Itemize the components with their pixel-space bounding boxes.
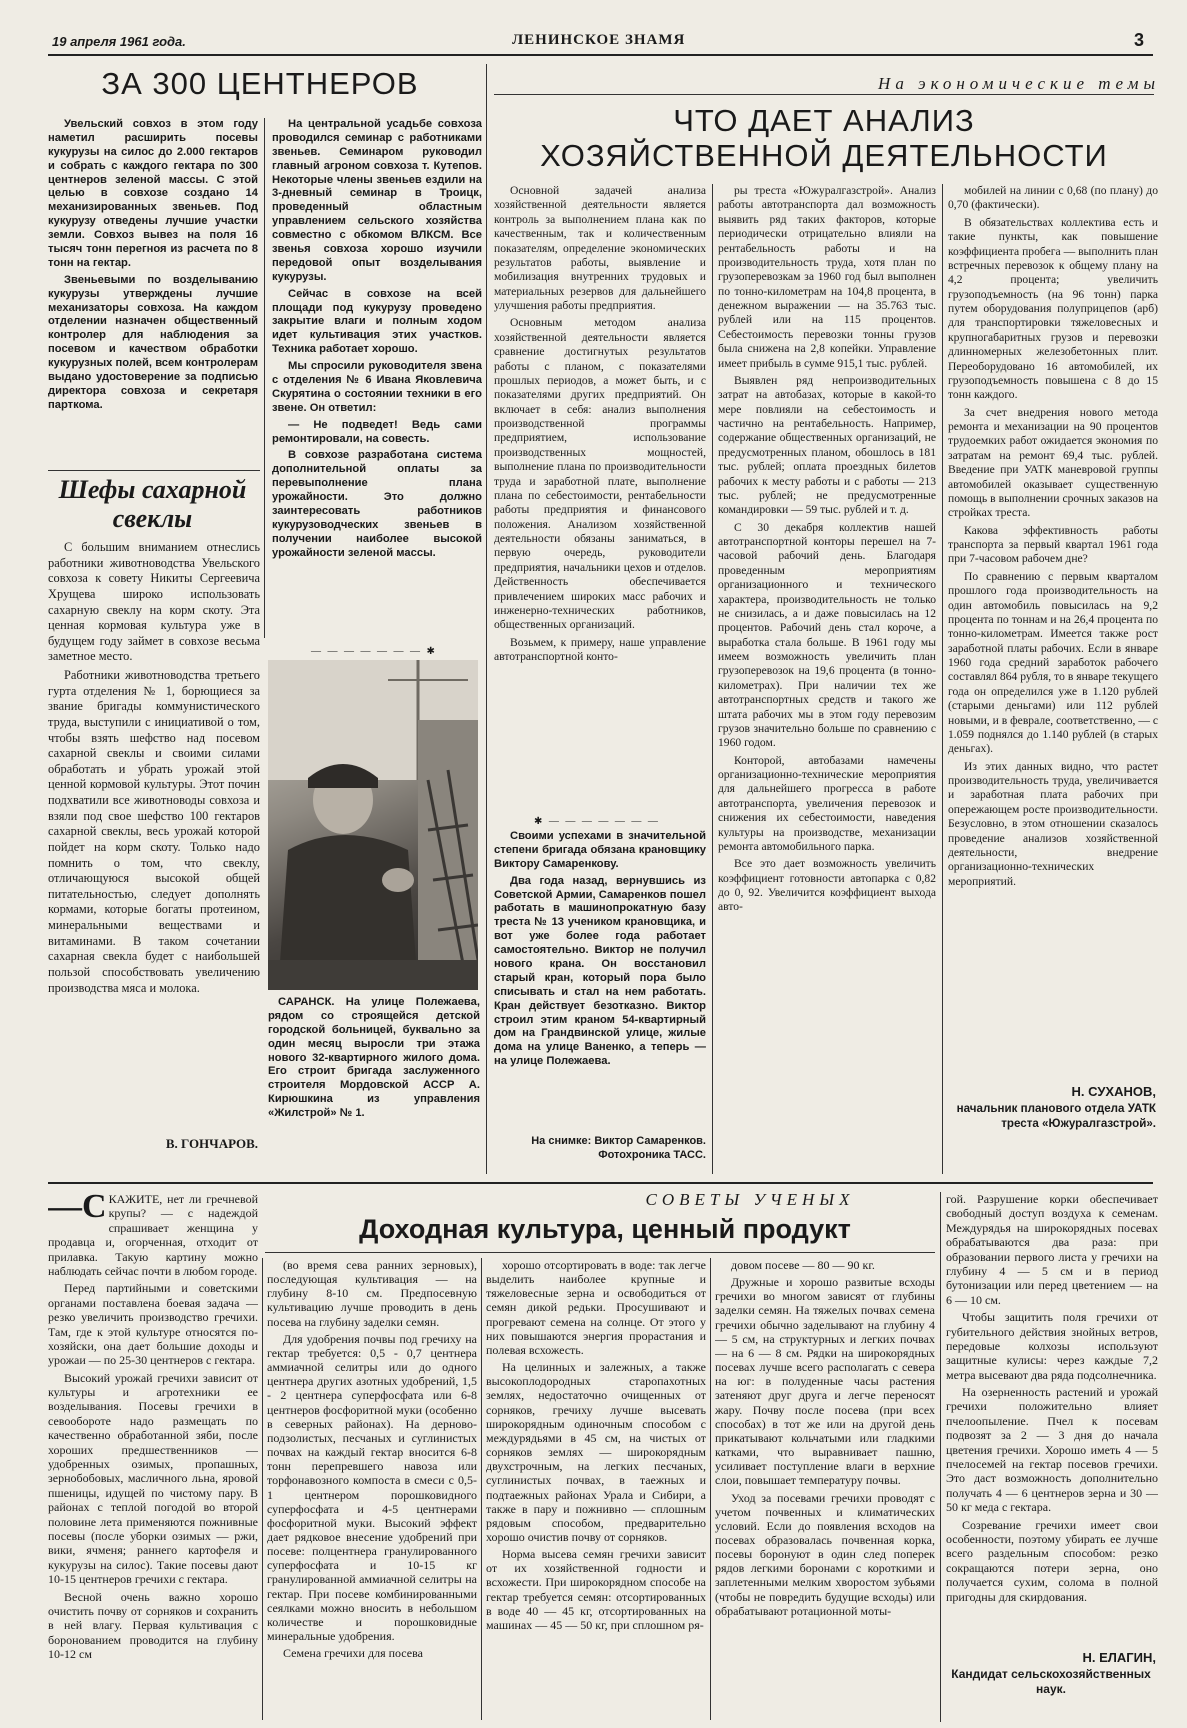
paragraph: Основным методом анализа хозяйственной деятельности является сравнение достигнутых результатов работы с планом, с показателями прошлых периодов, а может быть, и с показателями других предприятий. Он включает в себя: анализ выполнения производственной программы предприятием, использование производственных мощностей, выполнение плана по производительности труда и заработной плате, выполнение плана по себестоимости, рентабельности работы предприятия и финансового положения. Анализом хозяйственной деятельности обязаны заниматься, в первую очередь, руководители предприятия, начальники цехов и отделов. Действенность обеспечивается привлечением широких масс рабочих и инженерно-технических работников, общественных организаций. xyxy=(494,316,706,632)
paragraph: Уход за посевами гречихи проводят с учетом почвенных и климатических условий. Если до появления всходов на посевах образовалась почвенная корка, посевы боронуют в один след поперек рядов легкими боронами с короткими и заплетенными мелким хворостом зубьями (чтобы не повредить будущие всходы) или обрабатывают ротационной моты- xyxy=(715,1490,935,1618)
article-sugar-beet-body xyxy=(48,540,260,1130)
paragraph: В совхозе разработана система дополнительной оплаты за перевыполнение плана урожайности. Это должно заинтересовать работников кукурузоводческих звеньев в получении наиболее высокой урожайности зеленой массы. xyxy=(272,449,482,559)
paragraph: Мы спросили руководителя звена с отделения № 6 Ивана Яковлевича Скурятина о состоянии техники в его звене. Он ответил: xyxy=(272,360,482,414)
article-buckwheat-column-1 xyxy=(48,1192,258,1722)
article-buckwheat-column-4 xyxy=(715,1258,935,1722)
paragraph: На озерненность растений и урожай гречихи положительно влияет пчелоопыление. Пчел к посевам подвозят за 2 — 3 дня до начала цветения гречихи. Хорошо иметь 4 — 5 пчелосемей на гектар посевов гречихи. Это даст возможность дополнительно получать 4 — 6 центнеров зерна и 30 — 50 кг меда с гектара. xyxy=(946,1385,1158,1515)
section-separator xyxy=(48,1182,1153,1184)
signature-name: Н. СУХАНОВ, xyxy=(1071,1084,1156,1099)
article-300-centners-column-1 xyxy=(48,118,258,458)
paragraph: Какова эффективность работы транспорта за первый квартал 1961 года при 7-часовом рабочем дне? xyxy=(948,523,1158,566)
paragraph: ры треста «Южуралгазстрой». Анализ работы автотранспорта дал возможность выявить ряд таких факторов, которые периодически отрицательно влияли на рентабельность работы и на производительность труда, хотя план по грузоперевозкам за 1960 год был выполнен по тонно-километрам на 104,8 процента, в денежном выражении — на 35.763 тыс. рублей или на 115 процентов. Себестоимость перевозки тонны грузов была снижена на 2,8 копейки. Управление имеет прибыль в сумме 915,1 тыс. рублей. xyxy=(718,184,936,370)
title-line: ЧТО ДАЕТ АНАЛИЗ xyxy=(673,103,975,138)
paragraph: Звеньевыми по возделыванию кукурузы утверждены лучшие механизаторы совхоза. На каждом отделении назначен общественный контролер для наблюдения за посевом и качеством обработки кукурузных полей, всем контролерам выдано удостоверение за подписью директора совхоза и секретаря парткома. xyxy=(48,273,258,411)
column-divider xyxy=(940,1192,941,1722)
paragraph: На целинных и залежных, а также высокоплодородных старопахотных землях, недостаточно очищенных от сорняков, гречиху лучше высевать широкорядным одиночным способом с междурядьями в 45 см, на чистых от сорняков землях — широкорядным двухстрочным, на легких песчаных, суглинистых почвах, в таежных и подтаежных районах Урала и Сибири, а также в пару и пожнивно — сплошным рядовым способом, предварительно хорошо очистив почву от сорняков. xyxy=(486,1360,706,1544)
title-line: свеклы xyxy=(112,503,193,533)
title-rule xyxy=(265,1252,935,1253)
paragraph: — Не подведет! Ведь сами ремонтировали, на совесть. xyxy=(272,418,482,445)
article-buckwheat-column-5 xyxy=(946,1192,1158,1642)
article-rubric-scientists-advice: СОВЕТЫ УЧЕНЫХ xyxy=(645,1190,855,1209)
paragraph: Норма высева семян гречихи зависит от их хозяйственной годности и всхожести. При широкорядном способе на гектар требуется семян: отсортированных в воде 40 — 45 кг, отсортированных на машинах — 45 — 50 кг, при сплошном ря- xyxy=(486,1547,706,1632)
paragraph: Семена гречихи для посева xyxy=(283,1646,423,1661)
paragraph: Дружные и хорошо развитые всходы гречихи во многом зависят от глубины заделки семян. На тяжелых почвах семена гречихи обычно заделывают на глубину 4 — 5 см, на структурных и легких почвах — на 6 — 8 см. Рядки на широкорядных посевах лучше всего располагать с севера на юг: в полуденные часы растения затеняют друг друга и легче переносят жару. Почву после посева (при всех способах) в тот же или на другой день прикатывают кольчатыми или гладкими катками, что выравнивает пашню, усиливает поступление влаги в верхние слои, повышает температуру почвы. xyxy=(715,1275,935,1488)
paragraph: Высокий урожай гречихи зависит от культуры и агротехники ее возделывания. Посевы гречихи в севообороте надо размещать по качественно обработанной зяби, после хороших предшественников — удобренных озимых, пропашных, зернобобовых, масличного льна, яровой пшеницы, идущей по чистому пару. В районах с теплой погодой во второй половине лета применяются пожнивные посевы (после уборки озимых — ржи, вики, ячменя; раннего картофеля и кукурузы на силос). Такие посевы дают 10-15 центнеров гречихи с гектара. xyxy=(48,1370,258,1587)
dropcap: —С xyxy=(48,1192,107,1225)
signature-name: Н. ЕЛАГИН, xyxy=(1082,1650,1156,1665)
ornament-divider: ✱ — — — — — — — xyxy=(534,816,660,827)
paragraph: За счет внедрения нового метода ремонта и механизации на 90 процентов трудоемких работ ожидается экономия по затратам на ремонт 69,4 тыс. рублей. Введение при УАТК маневровой группы автомобилей оказывает существенную помощь в выполнении срочных заказов на стройках треста. xyxy=(948,405,1158,520)
title-line: ХОЗЯЙСТВЕННОЙ ДЕЯТЕЛЬНОСТИ xyxy=(540,137,1108,173)
paragraph: Увельский совхоз в этом году наметил расширить посевы кукурузы на силос до 2.000 гектаров и собрать с каждого гектара по 300 центнеров зеленой массы. С этой целью в совхозе создано 14 механизированных звеньев. Под кукурузу отведены лучшие участки земли. Совхоз вывез на поля 16 тысяч тонн перегноя из расчета по 8 тонн на гектар. xyxy=(48,118,258,269)
article-title-analysis xyxy=(494,104,1154,173)
article-analysis-column-3 xyxy=(948,184,1158,1079)
paragraph: Из этих данных видно, что растет производительность труда, увеличивается и заработная плата рабочих при опережающем росте производительности. Безусловно, в этом отношении сказалось проведение анализов хозяйственной деятельности, внедрение организационно-технических мероприятий. xyxy=(948,759,1158,888)
paragraph: Перед партийными и советскими органами поставлена боевая задача — резко увеличить производство гречихи. Там, где к этой культуре относятся по-хозяйски, она дает большие доходы и урожаи — по 25-30 центнеров с гектара. xyxy=(48,1281,258,1368)
article-divider xyxy=(48,470,260,471)
article-crane-operator-body xyxy=(494,830,706,1130)
masthead-date: 19 апреля 1961 года. xyxy=(52,34,186,49)
paragraph: По сравнению с первым кварталом прошлого года производительность на один автомобиль повысилась на 9,2 процента по тоннам и на 26,4 процента по тонно-километрам. Имеется также рост заработной платы рабочих. Если в январе 1960 года средний заработок рабочего составлял 864 рубля, то в январе текущего года он определился уже в 1.120 рублей (старыми деньгами) или 112 рублей новыми, и в феврале, соответственно, — с 1.059 поднялся до 1.140 рублей (в старых деньгах). xyxy=(948,569,1158,756)
column-divider xyxy=(264,118,265,638)
article-buckwheat-column-2 xyxy=(267,1258,477,1722)
article-rubric-economic-themes: На экономические темы xyxy=(878,74,1160,93)
paragraph: Работники животноводства третьего гурта отделения № 1, борющиеся за звание бригады коммунистического труда, выступили с инициативой о том, чтобы взять шефство над посевом сахарной свеклы и своими силами обработать и убрать урожай этой ценной кормовой культуры. Этот почин подхватили все животноводы совхоза и взяли под свое шефство 100 гектаров сахарной свеклы, весь урожай которой пойдет на корм скоту. Только надо помнить о том, что свеклу, отличающуюся высокой общей питательностью, следует дополнять кормами, которые богаты протеином, минеральными веществами и витаминами. В таком сочетании сахарная свекла будет с наибольшей пользой способствовать увеличению производства мяса и молока. xyxy=(48,668,260,995)
paragraph: Возьмем, к примеру, наше управление автотранспортной конто- xyxy=(494,635,706,663)
photo-illustration xyxy=(268,660,478,990)
paragraph: Все это дает возможность увеличить коэффициент готовности автопарка с 0,82 до 0, 92. Увеличится коэффициент выхода авто- xyxy=(718,857,936,914)
column-divider xyxy=(942,184,943,1174)
signature-title: Кандидат сельскохозяйственных наук. xyxy=(951,1666,1151,1697)
masthead-paper-name: ЛЕНИНСКОЕ ЗНАМЯ xyxy=(512,32,686,48)
paragraph: Конторой, автобазами намечены организационно-технические мероприятия для дальнейшего прогресса в работе автотранспорта, увеличения перевозок и снижения их себестоимости, наведения культуры на производстве, механизации ремонта автомобильного парка. xyxy=(718,753,936,853)
signature-elagin xyxy=(946,1650,1156,1698)
photo-credit: На снимке: Виктор Самаренков. Фотохроника ТАСС. xyxy=(531,1135,706,1162)
paragraph: Выявлен ряд непроизводительных затрат на автобазах, которые в какой-то мере повлияли на себестоимость и частично на рентабельность. Например, содержание общественных организаций, не предусмотренных планом, обошлось в 181 тыс. рублей; оплата проездных билетов рабочих к месту работы и с работы — 213 тыс. рублей; не предусмотренные командировки — 59 тыс. рублей и т. д. xyxy=(718,373,936,517)
paragraph xyxy=(48,1192,258,1278)
masthead-page-number: 3 xyxy=(1133,30,1144,50)
column-divider xyxy=(481,1258,482,1720)
signature-goncharov: В. ГОНЧАРОВ. xyxy=(165,1136,258,1151)
article-300-centners-column-2 xyxy=(272,118,482,640)
paragraph: (во время сева ранних зерновых), последующая культивация — на глубину 8-10 см. Предпосевную культивацию лучше проводить в день посева на глубину заделки семян. xyxy=(267,1258,477,1329)
paragraph: мобилей на линии с 0,68 (по плану) до 0,70 (фактически). xyxy=(948,184,1158,212)
photo-crane-operator xyxy=(268,660,478,990)
paragraph: хорошо отсортировать в воде: так легче выделить наиболее крупные и тяжеловесные зерна и освободиться от семян дикой редьки. Просушивают и прогревают семена на солнце. От этого у них повышаются энергия прорастания и полевая всхожесть. xyxy=(486,1258,706,1357)
masthead xyxy=(42,30,1152,52)
article-title-buckwheat: Доходная культура, ценный продукт xyxy=(359,1214,851,1244)
article-analysis-column-2 xyxy=(718,184,936,1174)
paragraph-text: КАЖИТЕ, нет ли гречневой крупы? — с надеждой спрашивает женщина у продавца и, огорченная, отходит от прилавка. Такую картину можно наблюдать сейчас почти в любом городе. xyxy=(48,1192,258,1278)
column-divider xyxy=(710,1258,711,1720)
paragraph: С 30 декабря коллектив нашей автотранспортной конторы перешел на 7-часовой рабочий день. Благодаря проведенным мероприятиям организационного и технического характера, производительность не только не снизилась, а и даже повысилась на 12 процентов. Рабочий день стал короче, а выработка стала больше. В 1961 году мы имеем возможность увеличить план грузоперевозок на 19,6 процента (в тонно-километрах). При наличии тех же автотранспортных средств и такого же штата рабочих мы в этом году перевозим грузов значительно больше по сравнению с 1960 годом. xyxy=(718,520,936,750)
column-divider xyxy=(486,64,487,1174)
column-divider xyxy=(262,1258,263,1720)
paragraph: Своими успехами в значительной степени бригада обязана крановщику Виктору Самаренкову. xyxy=(494,830,706,870)
title-line: Шефы сахарной xyxy=(58,475,247,504)
paragraph: довом посеве — 80 — 90 кг. xyxy=(731,1258,875,1272)
paragraph: гой. Разрушение корки обеспечивает свободный доступ воздуха к семенам. Междурядья на широкорядных посевах обрабатываются два раза: при образовании первого листа у гречихи на глубину 4 — 5 см и в период бутонизации или перед цветением — на 6 — 10 см. xyxy=(946,1192,1158,1307)
photo-caption-saransk: САРАНСК. На улице Полежаева, рядом со строящейся детской городской больницей, буквально за один месяц выросли три этажа нового 32-квартирного жилого дома. Его строит бригада заслуженного строителя Мордовской АССР А. Кирюшкина из управления «Жилстрой» № 1. xyxy=(268,996,480,1120)
paragraph: Созревание гречихи имеет свои особенности, поэтому убирать ее лучше всего раздельным способом: резко сокращаются потери зерна, оно получается сухим, солома в полной пригодны для скирдования. xyxy=(946,1517,1158,1604)
article-analysis-column-1 xyxy=(494,184,706,814)
article-title-sugar-beet xyxy=(40,476,265,533)
rubric-rule xyxy=(494,94,1154,95)
masthead-rule xyxy=(48,54,1153,56)
column-divider xyxy=(712,184,713,1174)
paragraph: Чтобы защитить поля гречихи от губительного действия знойных ветров, передовые колхозы используют защитные кулисы: через каждые 7,2 метра высевают два ряда подсолнечника. xyxy=(946,1310,1158,1382)
paragraph: В обязательствах коллектива есть и такие пункты, как повышение коэффициента пробега — выполнить план встречных перевозок к общему плану на 4,2 процента; увеличить грузоподъемность (на 96 тонн) парка путем оборудования полуприцепов (арб) для транспортировки тяжеловесных и крупногабаритных грузов и перевозки длинномерных железобетонных плит. Переоборудовано 16 автомобилей, их грузоподъемность повышена с 8 до 15 тонн каждого. xyxy=(948,215,1158,402)
signature-sukhanov xyxy=(948,1084,1156,1131)
paragraph: На центральной усадьбе совхоза проводился семинар с работниками звеньев. Семинаром руководил главный агроном совхоза т. Кутепов. Некоторые члены звеньев ездили на 3-дневный семинар в Троицк, проведенный областным управлением сельского хозяйства совместно с обкомом ВЛКСМ. Все звенья совхоза хорошо изучили передовой опыт возделывания кукурузы. xyxy=(272,118,482,283)
paragraph: Сейчас в совхозе на всей площади под кукурузу проведено закрытие влаги и полным ходом идет культивация этих участков. Техника работает хорошо. xyxy=(272,287,482,356)
article-buckwheat-column-3 xyxy=(486,1258,706,1722)
signature-title: начальник планового отдела УАТК треста «Южуралгазстрой». xyxy=(956,1101,1156,1130)
paragraph: Основной задачей анализа хозяйственной деятельности является контроль за выполнением плана как по качественным, так и количественным показателям, определение экономических результатов работы, выявление и мобилизация внутренних трудовых и материальных резервов для дальнейшего улучшения работы предприятия. xyxy=(494,184,706,312)
ornament-divider: — — — — — — — ✱ xyxy=(311,646,437,657)
paragraph: Весной очень важно хорошо очистить почву от сорняков и сохранить в ней влагу. Первая культивация с боронованием проводится на глубину 10-12 см xyxy=(48,1589,258,1662)
paragraph: Два года назад, вернувшись из Советской Армии, Самаренков пошел работать в машинопрокатную базу треста № 13 учеником крановщика, и вот уже более года работает самостоятельно. Виктор не получил нового крана. Он восстановил старый кран, который пора было списывать и стал на нем работать. Кран действует безотказно. Виктор строил этим краном 54-квартирный дом на Грандвинской улице, жилые дома на улице Ваненко, а теперь — на улице Полежаева. xyxy=(494,874,706,1068)
paragraph: Для удобрения почвы под гречиху на гектар требуется: 0,5 - 0,7 центнера аммиачной селитры или до одного центнера других азотных удобрений, 1,5 - 2 центнера суперфосфата или 6-8 центнеров фосфоритной муки (особенно в северных районах). На дерново-подзолистых, песчаных и суглинистых почвах на каждый гектар вносится 6-8 тонн перепревшего навоза или торфонавозного компоста в смеси с 0,5-1 центнером порошковидного суперфосфата и 4-5 центнерами фосфоритной муки. Высокий эффект дает рядковое внесение удобрений при посеве: полцентнера гранулированного суперфосфата и 10-15 кг гранулированной аммиачной селитры на гектар. При посеве комбинированными сеялками можно вносить в небольшом количестве и порошковидные минеральные удобрения. xyxy=(267,1331,477,1644)
paragraph: С большим вниманием отнеслись работники животноводства Увельского совхоза к совету Никиты Сергеевича Хрущева широко использовать сахарную свеклу на корм скоту. Эта ценная кормовая культура уже в будущем году займет в совхозе весьма заметное место. xyxy=(48,540,260,664)
article-title-300-centners: ЗА 300 ЦЕНТНЕРОВ xyxy=(101,66,419,101)
